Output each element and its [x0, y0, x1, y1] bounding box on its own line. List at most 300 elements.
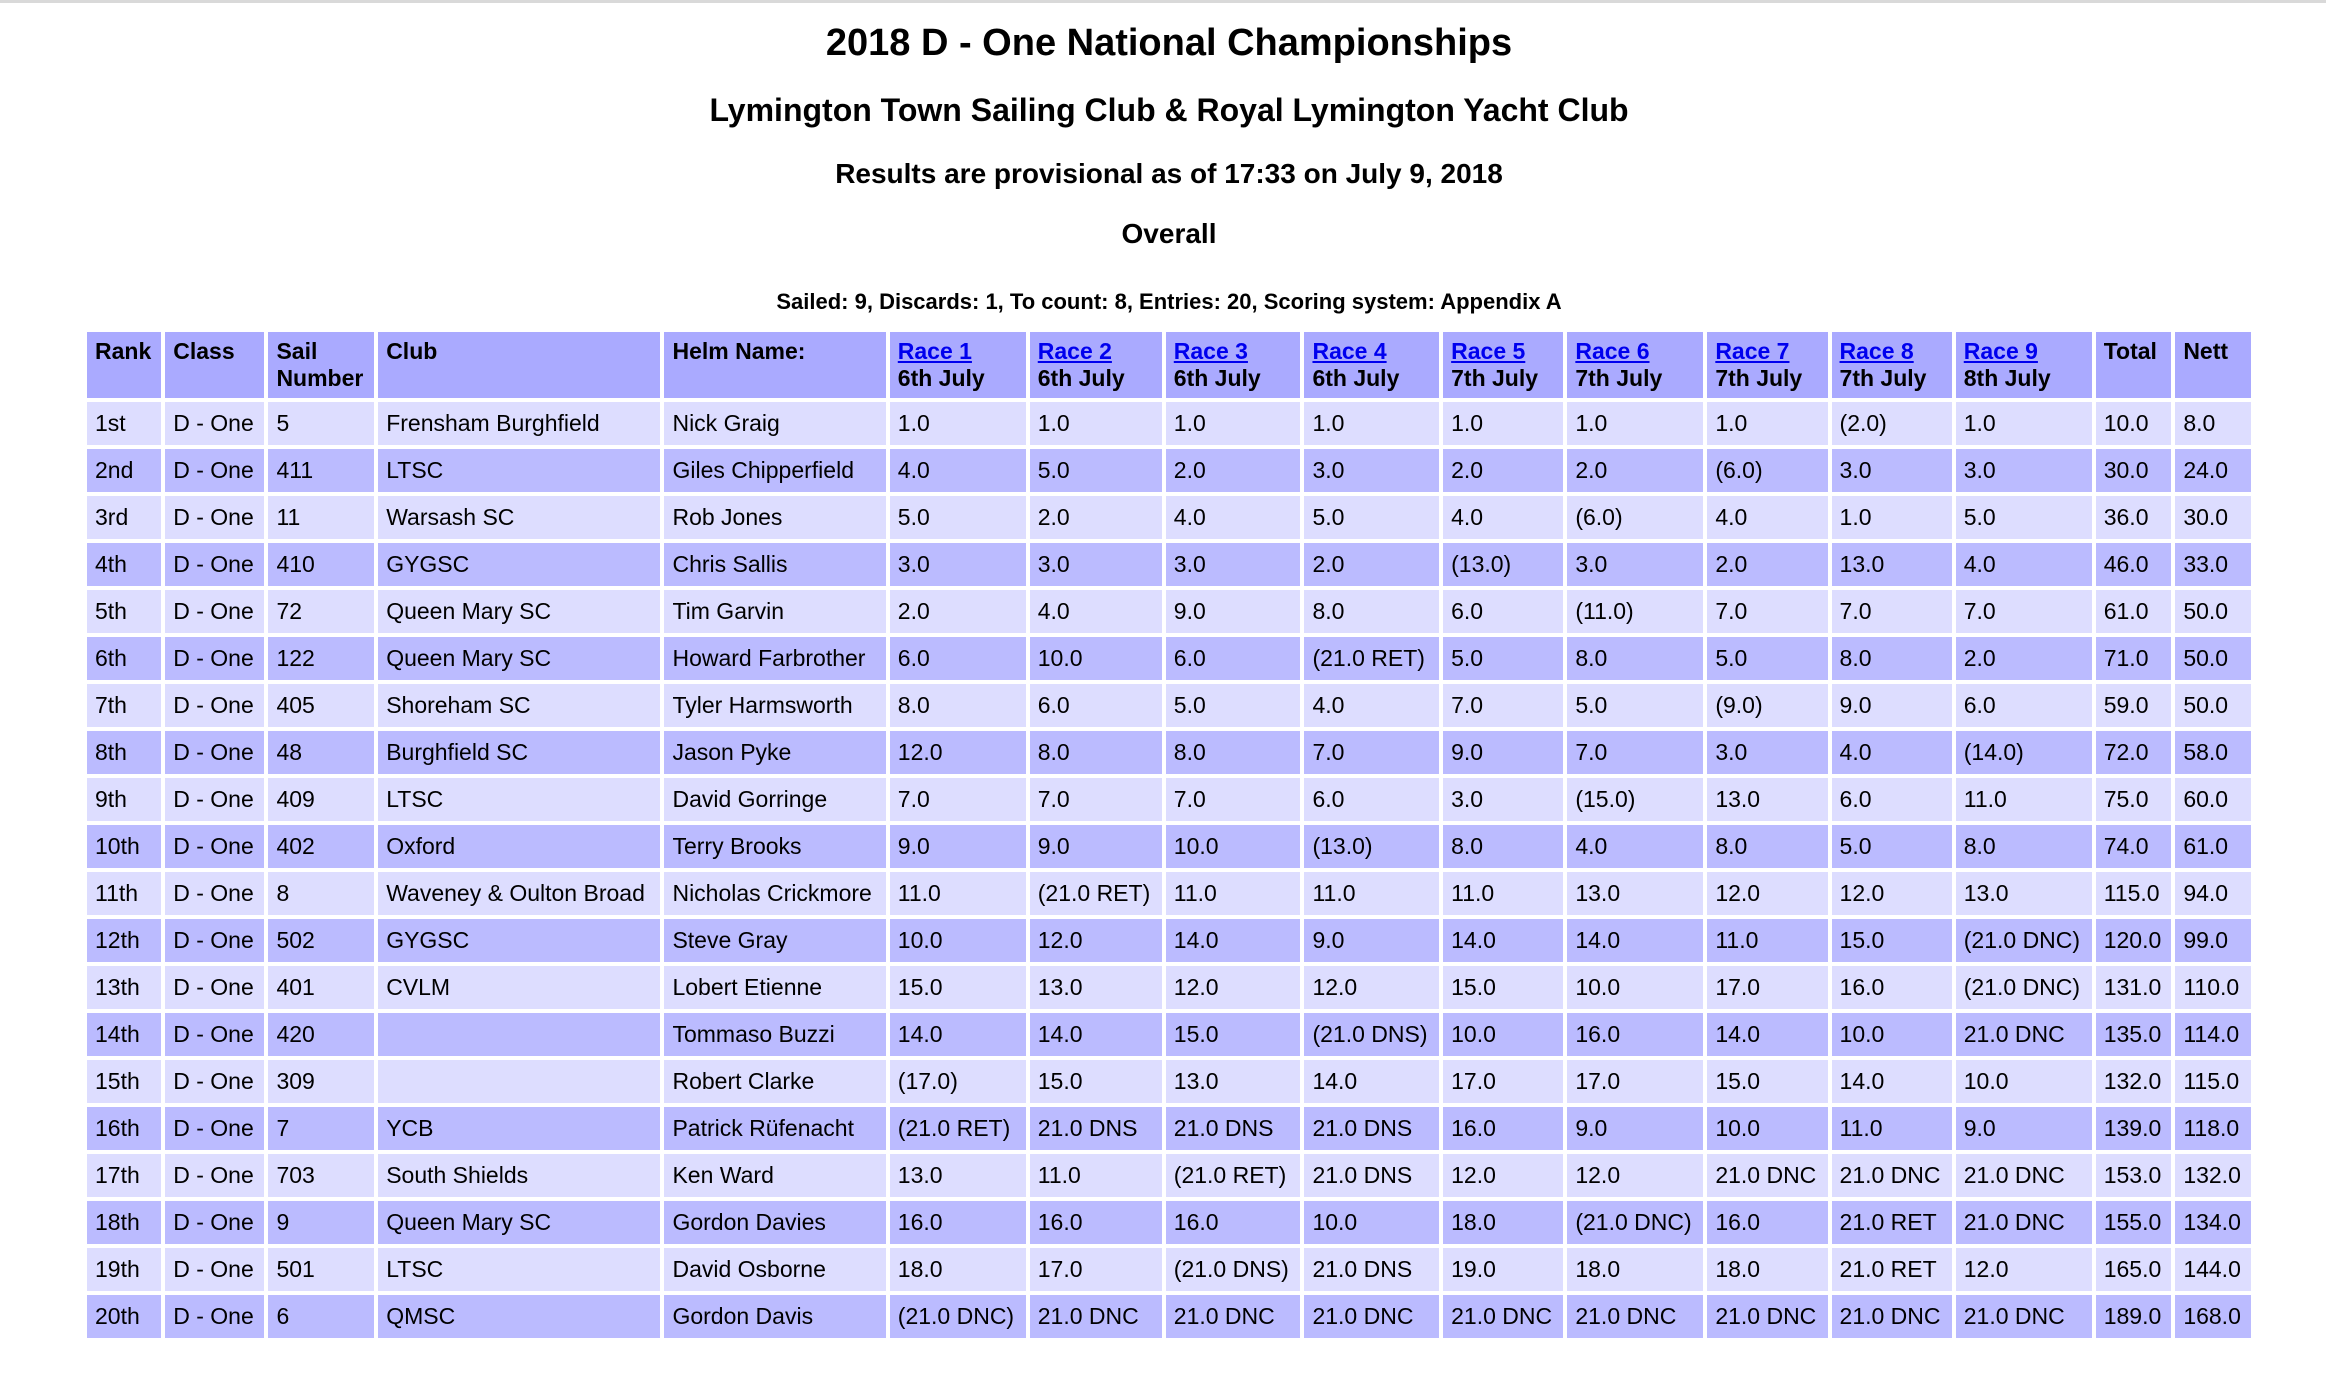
cell-sail: 8: [268, 872, 374, 915]
cell-race-1: (21.0 DNC): [890, 1295, 1026, 1338]
table-row: [87, 1154, 2251, 1197]
cell-race-2: (21.0 RET): [1030, 872, 1162, 915]
race-4-date: 6th July: [1312, 365, 1400, 391]
cell-race-3: 5.0: [1166, 684, 1301, 727]
cell-race-5: 15.0: [1443, 966, 1563, 1009]
cell-race-9: 2.0: [1956, 637, 2092, 680]
cell-class: D - One: [165, 496, 264, 539]
cell-total: 46.0: [2096, 543, 2172, 586]
cell-race-8: 6.0: [1832, 778, 1952, 821]
cell-race-5: 12.0: [1443, 1154, 1563, 1197]
cell-helm: David Gorringe: [664, 778, 885, 821]
cell-helm: Nicholas Crickmore: [664, 872, 885, 915]
cell-class: D - One: [165, 872, 264, 915]
cell-race-4: 21.0 DNS: [1304, 1248, 1439, 1291]
cell-helm: Jason Pyke: [664, 731, 885, 774]
series-summary: Sailed: 9, Discards: 1, To count: 8, Entries: 20, Scoring system: Appendix A: [776, 289, 1562, 314]
col-nett: Nett: [2175, 332, 2251, 398]
cell-race-7: 17.0: [1707, 966, 1827, 1009]
race-3-link[interactable]: Race 3: [1173, 338, 1248, 364]
col-race-4: [1304, 332, 1439, 398]
col-total: Total: [2096, 332, 2172, 398]
col-race-7: [1707, 332, 1827, 398]
cell-helm: Rob Jones: [664, 496, 885, 539]
cell-race-1: 16.0: [890, 1201, 1026, 1244]
cell-race-6: (6.0): [1567, 496, 1703, 539]
cell-club: Queen Mary SC: [378, 1201, 660, 1244]
cell-race-3: 12.0: [1166, 966, 1301, 1009]
cell-race-6: 17.0: [1567, 1060, 1703, 1103]
cell-nett: 114.0: [2175, 1013, 2251, 1056]
cell-race-5: 8.0: [1443, 825, 1563, 868]
cell-race-4: 8.0: [1304, 590, 1439, 633]
cell-club: LTSC: [378, 1248, 660, 1291]
cell-rank: 12th: [87, 919, 161, 962]
cell-sail: 703: [268, 1154, 374, 1197]
race-6-date: 7th July: [1575, 365, 1663, 391]
cell-race-6: 7.0: [1567, 731, 1703, 774]
cell-race-5: 18.0: [1443, 1201, 1563, 1244]
table-row: [87, 1060, 2251, 1103]
cell-race-2: 11.0: [1030, 1154, 1162, 1197]
cell-helm: Robert Clarke: [664, 1060, 885, 1103]
race-1-link[interactable]: Race 1: [897, 338, 972, 364]
cell-race-5: 17.0: [1443, 1060, 1563, 1103]
cell-race-4: 21.0 DNS: [1304, 1154, 1439, 1197]
cell-race-7: 14.0: [1707, 1013, 1827, 1056]
cell-race-8: 21.0 DNC: [1832, 1154, 1952, 1197]
cell-rank: 7th: [87, 684, 161, 727]
cell-race-2: 15.0: [1030, 1060, 1162, 1103]
cell-class: D - One: [165, 966, 264, 1009]
cell-race-4: (13.0): [1304, 825, 1439, 868]
cell-race-4: 7.0: [1304, 731, 1439, 774]
cell-club: Burghfield SC: [378, 731, 660, 774]
cell-race-2: 8.0: [1030, 731, 1162, 774]
cell-helm: David Osborne: [664, 1248, 885, 1291]
cell-race-6: 2.0: [1567, 449, 1703, 492]
cell-race-9: 5.0: [1956, 496, 2092, 539]
race-3-date: 6th July: [1173, 365, 1261, 391]
cell-class: D - One: [165, 1013, 264, 1056]
cell-nett: 61.0: [2175, 825, 2251, 868]
cell-race-6: (11.0): [1567, 590, 1703, 633]
table-row: [87, 778, 2251, 821]
cell-race-2: 1.0: [1030, 402, 1162, 445]
cell-total: 155.0: [2096, 1201, 2172, 1244]
cell-race-3: 21.0 DNS: [1166, 1107, 1301, 1150]
table-row: [87, 402, 2251, 445]
cell-race-3: 1.0: [1166, 402, 1301, 445]
cell-nett: 94.0: [2175, 872, 2251, 915]
cell-race-1: (17.0): [890, 1060, 1026, 1103]
cell-helm: Tim Garvin: [664, 590, 885, 633]
table-row: [87, 449, 2251, 492]
cell-sail: 122: [268, 637, 374, 680]
cell-sail: 420: [268, 1013, 374, 1056]
cell-race-9: 8.0: [1956, 825, 2092, 868]
cell-race-4: 3.0: [1304, 449, 1439, 492]
cell-race-6: 21.0 DNC: [1567, 1295, 1703, 1338]
cell-race-3: 10.0: [1166, 825, 1301, 868]
cell-race-7: 5.0: [1707, 637, 1827, 680]
cell-nett: 168.0: [2175, 1295, 2251, 1338]
cell-race-9: 7.0: [1956, 590, 2092, 633]
cell-rank: 15th: [87, 1060, 161, 1103]
cell-race-5: 16.0: [1443, 1107, 1563, 1150]
cell-helm: Gordon Davis: [664, 1295, 885, 1338]
cell-race-6: 14.0: [1567, 919, 1703, 962]
cell-class: D - One: [165, 637, 264, 680]
cell-race-8: 15.0: [1832, 919, 1952, 962]
cell-sail: 402: [268, 825, 374, 868]
cell-helm: Nick Graig: [664, 402, 885, 445]
cell-club: LTSC: [378, 449, 660, 492]
table-row: [87, 637, 2251, 680]
race-9-link[interactable]: Race 9: [1963, 338, 2038, 364]
cell-race-8: 14.0: [1832, 1060, 1952, 1103]
cell-rank: 13th: [87, 966, 161, 1009]
cell-race-3: 9.0: [1166, 590, 1301, 633]
cell-club: CVLM: [378, 966, 660, 1009]
cell-sail: 48: [268, 731, 374, 774]
table-row: [87, 1013, 2251, 1056]
cell-class: D - One: [165, 1295, 264, 1338]
cell-race-9: (21.0 DNC): [1956, 919, 2092, 962]
cell-race-2: 6.0: [1030, 684, 1162, 727]
cell-race-1: 1.0: [890, 402, 1026, 445]
cell-race-1: 11.0: [890, 872, 1026, 915]
cell-sail: 9: [268, 1201, 374, 1244]
cell-race-7: 1.0: [1707, 402, 1827, 445]
cell-sail: 401: [268, 966, 374, 1009]
cell-race-3: 6.0: [1166, 637, 1301, 680]
cell-race-3: (21.0 RET): [1166, 1154, 1301, 1197]
cell-race-2: 12.0: [1030, 919, 1162, 962]
cell-race-5: 3.0: [1443, 778, 1563, 821]
cell-rank: 2nd: [87, 449, 161, 492]
race-6-link[interactable]: Race 6: [1575, 338, 1650, 364]
cell-nett: 115.0: [2175, 1060, 2251, 1103]
cell-race-7: (6.0): [1707, 449, 1827, 492]
cell-race-9: 6.0: [1956, 684, 2092, 727]
cell-race-7: 7.0: [1707, 590, 1827, 633]
cell-race-9: 11.0: [1956, 778, 2092, 821]
cell-sail: 409: [268, 778, 374, 821]
cell-race-6: 8.0: [1567, 637, 1703, 680]
cell-race-1: 15.0: [890, 966, 1026, 1009]
cell-class: D - One: [165, 1060, 264, 1103]
page-title: 2018 D - One National Championships: [825, 22, 1513, 64]
cell-race-8: 8.0: [1832, 637, 1952, 680]
cell-rank: 4th: [87, 543, 161, 586]
cell-race-6: 16.0: [1567, 1013, 1703, 1056]
cell-race-1: 12.0: [890, 731, 1026, 774]
section-heading: Overall: [1121, 218, 1217, 249]
col-race-3: [1166, 332, 1301, 398]
cell-race-3: (21.0 DNS): [1166, 1248, 1301, 1291]
cell-race-9: 3.0: [1956, 449, 2092, 492]
cell-class: D - One: [165, 543, 264, 586]
cell-sail: 6: [268, 1295, 374, 1338]
cell-race-4: 11.0: [1304, 872, 1439, 915]
cell-race-3: 2.0: [1166, 449, 1301, 492]
cell-race-5: 14.0: [1443, 919, 1563, 962]
cell-sail: 309: [268, 1060, 374, 1103]
cell-class: D - One: [165, 778, 264, 821]
cell-nett: 132.0: [2175, 1154, 2251, 1197]
cell-class: D - One: [165, 919, 264, 962]
cell-race-9: (21.0 DNC): [1956, 966, 2092, 1009]
cell-race-2: 13.0: [1030, 966, 1162, 1009]
race-7-link[interactable]: Race 7: [1715, 338, 1790, 364]
race-7-date: 7th July: [1715, 365, 1803, 391]
cell-total: 153.0: [2096, 1154, 2172, 1197]
venue-subtitle: Lymington Town Sailing Club & Royal Lymington Yacht Club: [709, 92, 1629, 128]
provisional-status: Results are provisional as of 17:33 on July 9, 2018: [835, 158, 1503, 189]
cell-race-1: 5.0: [890, 496, 1026, 539]
race-2-link[interactable]: Race 2: [1037, 338, 1112, 364]
cell-total: 10.0: [2096, 402, 2172, 445]
race-5-date: 7th July: [1451, 365, 1539, 391]
cell-helm: Tyler Harmsworth: [664, 684, 885, 727]
cell-race-9: 13.0: [1956, 872, 2092, 915]
cell-sail: 72: [268, 590, 374, 633]
cell-club: Frensham Burghfield: [378, 402, 660, 445]
cell-race-5: 9.0: [1443, 731, 1563, 774]
cell-sail: 5: [268, 402, 374, 445]
cell-race-7: 3.0: [1707, 731, 1827, 774]
cell-class: D - One: [165, 402, 264, 445]
cell-race-6: (15.0): [1567, 778, 1703, 821]
cell-race-1: 9.0: [890, 825, 1026, 868]
col-class: Class: [165, 332, 264, 398]
cell-class: D - One: [165, 449, 264, 492]
cell-rank: 11th: [87, 872, 161, 915]
cell-total: 120.0: [2096, 919, 2172, 962]
col-race-8: [1832, 332, 1952, 398]
cell-race-1: 14.0: [890, 1013, 1026, 1056]
cell-race-6: 13.0: [1567, 872, 1703, 915]
cell-race-8: 10.0: [1832, 1013, 1952, 1056]
col-race-6: [1567, 332, 1703, 398]
cell-nett: 110.0: [2175, 966, 2251, 1009]
col-rank: Rank: [87, 332, 161, 398]
cell-race-4: 9.0: [1304, 919, 1439, 962]
cell-total: 30.0: [2096, 449, 2172, 492]
cell-class: D - One: [165, 1201, 264, 1244]
cell-rank: 3rd: [87, 496, 161, 539]
cell-race-2: 10.0: [1030, 637, 1162, 680]
table-row: [87, 684, 2251, 727]
cell-race-4: 12.0: [1304, 966, 1439, 1009]
cell-club: Queen Mary SC: [378, 590, 660, 633]
cell-race-5: 4.0: [1443, 496, 1563, 539]
cell-helm: Lobert Etienne: [664, 966, 885, 1009]
cell-helm: Patrick Rüfenacht: [664, 1107, 885, 1150]
cell-race-9: (14.0): [1956, 731, 2092, 774]
cell-race-2: 7.0: [1030, 778, 1162, 821]
cell-club: Queen Mary SC: [378, 637, 660, 680]
cell-race-1: 18.0: [890, 1248, 1026, 1291]
cell-race-6: 10.0: [1567, 966, 1703, 1009]
cell-class: D - One: [165, 1248, 264, 1291]
cell-club: [378, 1060, 660, 1103]
cell-race-8: 3.0: [1832, 449, 1952, 492]
cell-race-8: (2.0): [1832, 402, 1952, 445]
table-row: [87, 1201, 2251, 1244]
cell-race-1: 2.0: [890, 590, 1026, 633]
col-race-1: [890, 332, 1026, 398]
cell-race-8: 21.0 DNC: [1832, 1295, 1952, 1338]
cell-race-8: 9.0: [1832, 684, 1952, 727]
cell-sail: 405: [268, 684, 374, 727]
cell-nett: 24.0: [2175, 449, 2251, 492]
cell-class: D - One: [165, 590, 264, 633]
cell-race-2: 17.0: [1030, 1248, 1162, 1291]
cell-race-7: 12.0: [1707, 872, 1827, 915]
cell-nett: 60.0: [2175, 778, 2251, 821]
table-row: [87, 496, 2251, 539]
cell-club: YCB: [378, 1107, 660, 1150]
cell-race-9: 21.0 DNC: [1956, 1295, 2092, 1338]
cell-race-2: 5.0: [1030, 449, 1162, 492]
cell-race-6: 18.0: [1567, 1248, 1703, 1291]
cell-race-9: 10.0: [1956, 1060, 2092, 1103]
cell-total: 132.0: [2096, 1060, 2172, 1103]
race-5-link[interactable]: Race 5: [1451, 338, 1526, 364]
cell-helm: Ken Ward: [664, 1154, 885, 1197]
cell-race-4: 21.0 DNS: [1304, 1107, 1439, 1150]
cell-class: D - One: [165, 1107, 264, 1150]
cell-class: D - One: [165, 684, 264, 727]
cell-race-9: 21.0 DNC: [1956, 1154, 2092, 1197]
cell-race-9: 21.0 DNC: [1956, 1201, 2092, 1244]
cell-race-2: 21.0 DNS: [1030, 1107, 1162, 1150]
cell-rank: 14th: [87, 1013, 161, 1056]
cell-race-4: 4.0: [1304, 684, 1439, 727]
cell-helm: Giles Chipperfield: [664, 449, 885, 492]
table-row: [87, 872, 2251, 915]
cell-race-3: 21.0 DNC: [1166, 1295, 1301, 1338]
cell-race-5: 19.0: [1443, 1248, 1563, 1291]
cell-race-4: 6.0: [1304, 778, 1439, 821]
cell-nett: 30.0: [2175, 496, 2251, 539]
cell-nett: 50.0: [2175, 590, 2251, 633]
cell-race-7: 21.0 DNC: [1707, 1154, 1827, 1197]
cell-race-6: 12.0: [1567, 1154, 1703, 1197]
cell-total: 72.0: [2096, 731, 2172, 774]
cell-rank: 1st: [87, 402, 161, 445]
cell-rank: 9th: [87, 778, 161, 821]
cell-race-5: 5.0: [1443, 637, 1563, 680]
cell-sail: 501: [268, 1248, 374, 1291]
cell-club: South Shields: [378, 1154, 660, 1197]
cell-race-1: 13.0: [890, 1154, 1026, 1197]
cell-race-4: (21.0 RET): [1304, 637, 1439, 680]
cell-race-5: 2.0: [1443, 449, 1563, 492]
table-row: [87, 1248, 2251, 1291]
cell-club: Oxford: [378, 825, 660, 868]
cell-race-4: 5.0: [1304, 496, 1439, 539]
table-row: [87, 731, 2251, 774]
top-border: [0, 0, 2326, 3]
cell-total: 165.0: [2096, 1248, 2172, 1291]
cell-race-1: 4.0: [890, 449, 1026, 492]
cell-race-1: 8.0: [890, 684, 1026, 727]
cell-club: GYGSC: [378, 919, 660, 962]
cell-race-7: 16.0: [1707, 1201, 1827, 1244]
table-row: [87, 543, 2251, 586]
race-9-date: 8th July: [1963, 365, 2051, 391]
race-4-link[interactable]: Race 4: [1312, 338, 1387, 364]
race-1-date: 6th July: [897, 365, 985, 391]
cell-helm: Gordon Davies: [664, 1201, 885, 1244]
cell-race-7: 15.0: [1707, 1060, 1827, 1103]
col-race-2: [1030, 332, 1162, 398]
cell-race-7: 21.0 DNC: [1707, 1295, 1827, 1338]
cell-race-7: (9.0): [1707, 684, 1827, 727]
cell-club: Warsash SC: [378, 496, 660, 539]
cell-race-6: 1.0: [1567, 402, 1703, 445]
cell-race-3: 7.0: [1166, 778, 1301, 821]
cell-race-2: 4.0: [1030, 590, 1162, 633]
cell-race-5: 6.0: [1443, 590, 1563, 633]
table-row: [87, 590, 2251, 633]
cell-total: 71.0: [2096, 637, 2172, 680]
cell-race-1: 6.0: [890, 637, 1026, 680]
cell-race-8: 11.0: [1832, 1107, 1952, 1150]
cell-nett: 99.0: [2175, 919, 2251, 962]
table-row: [87, 825, 2251, 868]
cell-rank: 10th: [87, 825, 161, 868]
cell-rank: 18th: [87, 1201, 161, 1244]
cell-race-4: 2.0: [1304, 543, 1439, 586]
cell-race-6: 5.0: [1567, 684, 1703, 727]
cell-rank: 6th: [87, 637, 161, 680]
cell-race-3: 16.0: [1166, 1201, 1301, 1244]
race-2-date: 6th July: [1037, 365, 1125, 391]
cell-rank: 17th: [87, 1154, 161, 1197]
cell-total: 59.0: [2096, 684, 2172, 727]
cell-helm: Steve Gray: [664, 919, 885, 962]
cell-race-3: 4.0: [1166, 496, 1301, 539]
cell-nett: 50.0: [2175, 684, 2251, 727]
cell-race-3: 14.0: [1166, 919, 1301, 962]
cell-rank: 8th: [87, 731, 161, 774]
cell-sail: 410: [268, 543, 374, 586]
table-row: [87, 966, 2251, 1009]
cell-race-7: 4.0: [1707, 496, 1827, 539]
cell-race-5: (13.0): [1443, 543, 1563, 586]
cell-class: D - One: [165, 1154, 264, 1197]
cell-nett: 50.0: [2175, 637, 2251, 680]
cell-nett: 58.0: [2175, 731, 2251, 774]
cell-total: 61.0: [2096, 590, 2172, 633]
cell-class: D - One: [165, 731, 264, 774]
cell-race-7: 8.0: [1707, 825, 1827, 868]
header-row: [87, 332, 2251, 398]
cell-race-9: 12.0: [1956, 1248, 2092, 1291]
race-8-link[interactable]: Race 8: [1839, 338, 1914, 364]
cell-race-5: 7.0: [1443, 684, 1563, 727]
cell-club: [378, 1013, 660, 1056]
cell-race-4: 10.0: [1304, 1201, 1439, 1244]
cell-race-8: 16.0: [1832, 966, 1952, 1009]
cell-race-3: 13.0: [1166, 1060, 1301, 1103]
cell-race-5: 21.0 DNC: [1443, 1295, 1563, 1338]
cell-race-8: 5.0: [1832, 825, 1952, 868]
